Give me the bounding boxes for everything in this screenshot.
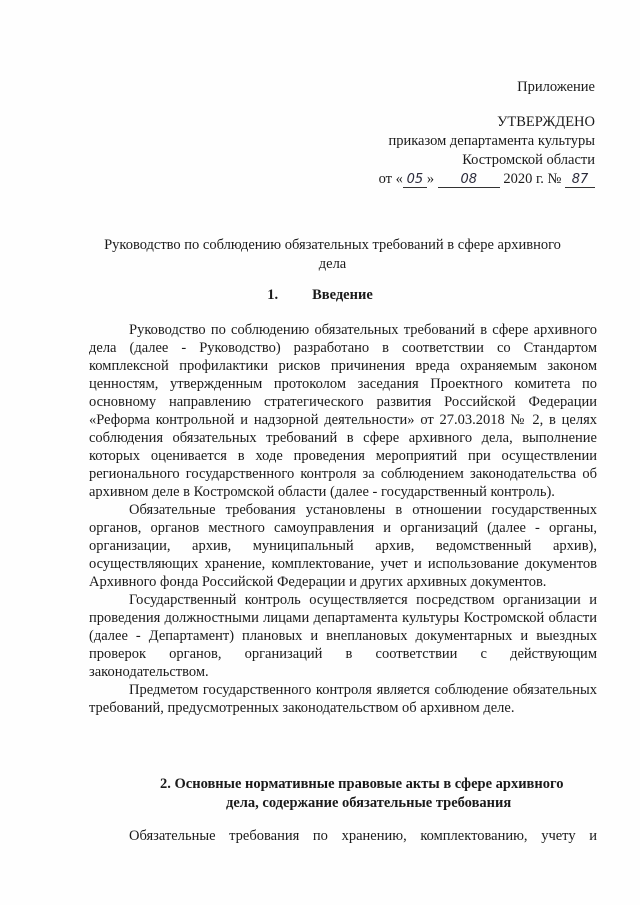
date-prefix: от « bbox=[378, 171, 403, 187]
section-1-number: 1. bbox=[267, 287, 279, 303]
paragraph-4: Предметом государственного контроля является соблюдение обязательных требований, предусмотренных законодательством об архивном деле. bbox=[89, 682, 597, 716]
paragraph-5-start: Обязательные требования по хранению, комплектованию, учету и bbox=[129, 828, 597, 844]
section-2-line-1: 2. Основные нормативные правовые акты в сфере архивного bbox=[160, 776, 564, 792]
title-line-2: дела bbox=[318, 256, 347, 272]
paragraph-1: Руководство по соблюдению обязательных требований в сфере архивного дела (далее - Руководство) разработано в соответствии со Стандартом комплексной профилактики рисков причинения вреда охраняемым законом ценностям, утвержденным протоколом заседания Проектного комитета по основному направлению стратегического развития Российской Федерации «Реформа контрольной и надзорной деятельности» от 27.03.2018 № 2, в целях соблюдения обязательных требований в сфере архивного дела, выполнение которых оценивается в ходе проведения мероприятий при осуществлении регионального государственного контроля за соблюдением законодательства об архивном деле в Костромской области (далее - государственный контроль). bbox=[89, 322, 597, 500]
document-title bbox=[60, 236, 605, 274]
approval-block bbox=[379, 78, 595, 189]
handwritten-order-number: 87 bbox=[565, 172, 595, 188]
section-2-heading bbox=[160, 775, 600, 813]
handwritten-day: 05 bbox=[403, 172, 427, 188]
spacer bbox=[379, 97, 595, 113]
date-line bbox=[379, 170, 595, 189]
handwritten-month: 08 bbox=[438, 172, 500, 188]
body-text bbox=[89, 321, 597, 717]
section-2-line-2: дела, содержание обязательные требования bbox=[226, 795, 512, 811]
order-line: приказом департамента культуры bbox=[388, 133, 595, 149]
section-1-title: Введение bbox=[312, 287, 373, 303]
appendix-label: Приложение bbox=[517, 79, 595, 95]
paragraph-2: Обязательные требования установлены в отношении государственных органов, органов местного самоуправления и организаций (далее - органы, организации, архив, муниципальный архив, ведомственный архив), осуществляющих хранение, комплектование, учет и использование документов Архивного фонда Российской Федерации и других архивных документов. bbox=[89, 502, 597, 590]
date-mid: » bbox=[426, 171, 435, 187]
region-line: Костромской области bbox=[462, 152, 595, 168]
year-number-label: 2020 г. № bbox=[503, 171, 562, 187]
approved-stamp-text: УТВЕРЖДЕНО bbox=[497, 114, 595, 130]
title-line-1: Руководство по соблюдению обязательных требований в сфере архивного bbox=[104, 237, 561, 253]
section-1-heading bbox=[0, 287, 640, 304]
paragraph-3: Государственный контроль осуществляется посредством организации и проведения должностными лицами департамента культуры Костромской области (далее - Департамент) плановых и внеплановых документарных и выездных проверок органов, организаций в соответствии с действующим законодательством. bbox=[89, 592, 597, 680]
